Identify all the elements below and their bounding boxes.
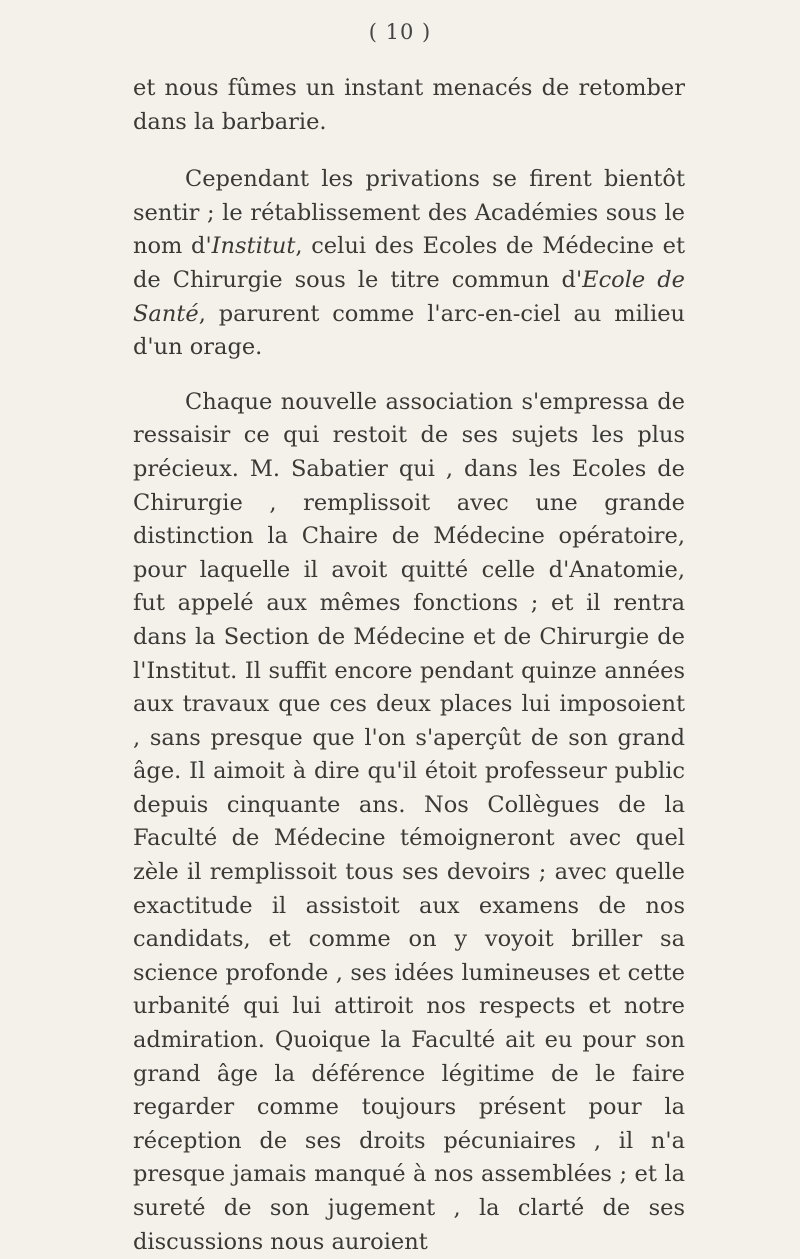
paragraph-2-part-2: , celui des Ecoles de Médecine et de Chirurgie sous le titre commun d': [133, 233, 685, 293]
term-ecole-de-sante: Ecole de Santé: [133, 266, 685, 327]
page-number: ( 10 ): [368, 20, 432, 44]
paragraph-1: et nous fûmes un instant menacés de retomber dans la barbarie.: [133, 75, 685, 135]
paragraph-2-part-1: Cependant les privations se firent bientôt sentir ; le rétablissement des Académies sous le nom d': [133, 166, 685, 260]
term-institut: Institut: [211, 233, 296, 260]
paragraph-2: [133, 163, 685, 365]
paragraph-3: Chaque nouvelle association s'empressa de ressaisir ce qui restoit de ses sujets les plus précieux. M. Sabatier qui , dans les Ecoles de Chirurgie , remplissoit avec une grande distinction la Chaire de Médecine opératoire, pour laquelle il avoit quitté celle d'Anatomie, fut appelé aux mêmes fonctions ; et il rentra dans la Section de Médecine et de Chirurgie de l'Institut. Il suffit encore pendant quinze années aux travaux que ces deux places lui imposoient , sans presque que l'on s'aperçût de son grand âge. Il aimoit à dire qu'il étoit professeur public depuis cinquante ans. Nos Collègues de la Faculté de Médecine témoigneront avec quel zèle il remplissoit tous ses devoirs ; avec quelle exactitude il assistoit aux examens de nos candidats, et comme on y voyoit briller sa science profonde , ses idées lumineuses et cette urbanité qui lui attiroit nos respects et notre admiration. Quoique la Faculté ait eu pour son grand âge la déférence légitime de le faire regarder comme toujours présent pour la réception de ses droits pécuniaires , il n'a presque jamais manqué à nos assemblées ; et la sureté de son jugement , la clarté de ses discussions nous auroient: [133, 388, 685, 1255]
page-body: [133, 72, 685, 1259]
paragraph-2-part-3: , parurent comme l'arc-en-ciel au milieu d'un orage.: [133, 300, 685, 361]
